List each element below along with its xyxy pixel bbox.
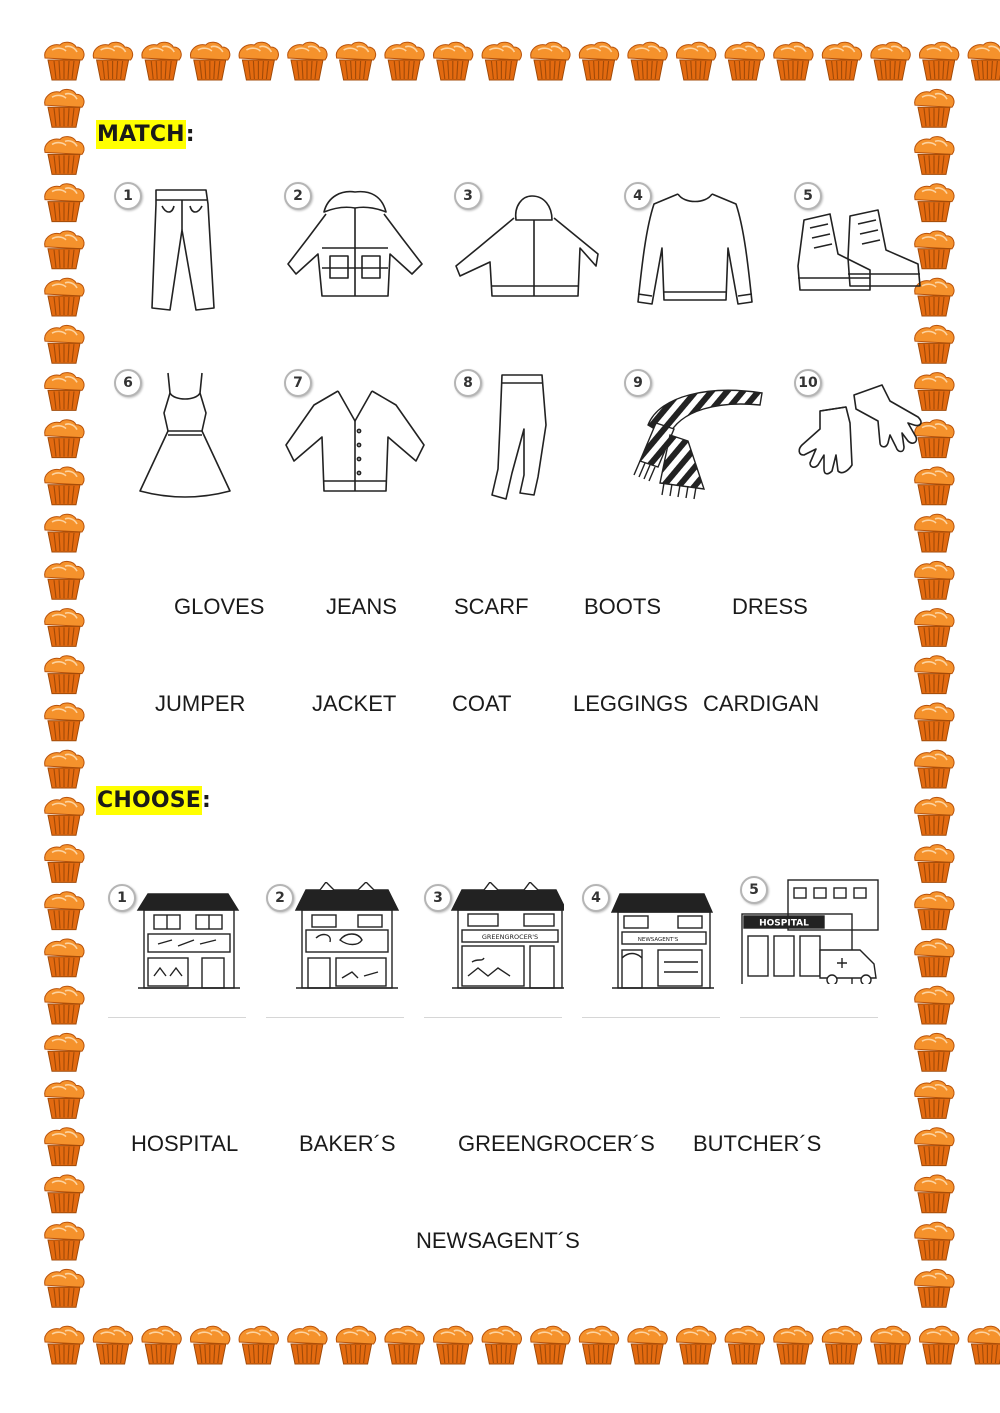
muffin-icon	[336, 42, 375, 80]
muffin-icon	[915, 561, 954, 599]
muffin-icon	[45, 797, 84, 835]
muffin-icon	[288, 42, 327, 80]
muffin-icon	[239, 1326, 278, 1364]
shop-item-1	[108, 882, 248, 1022]
muffin-icon	[915, 1033, 954, 1071]
answer-line[interactable]	[582, 1017, 720, 1018]
muffin-icon	[45, 1222, 84, 1260]
word-jacket[interactable]: JACKET	[312, 691, 397, 716]
clothing-item-3	[450, 178, 600, 318]
choose-heading	[96, 788, 211, 813]
word-leggings[interactable]: LEGGINGS	[573, 691, 688, 716]
muffin-icon	[482, 42, 521, 80]
muffin-icon	[915, 845, 954, 883]
muffin-icon	[915, 1222, 954, 1260]
shop-item-3	[424, 882, 564, 1022]
muffin-icon	[45, 986, 84, 1024]
clothing-item-4	[620, 178, 770, 318]
word-boots[interactable]: BOOTS	[584, 594, 662, 619]
muffin-icon	[915, 1081, 954, 1119]
word-bakers[interactable]: BAKER´S	[299, 1131, 396, 1156]
answer-line[interactable]	[740, 1017, 878, 1018]
muffin-icon	[915, 986, 954, 1024]
muffin-icon	[915, 89, 954, 127]
muffin-icon	[45, 939, 84, 977]
muffin-icon	[628, 1326, 667, 1364]
shop-item-2	[266, 882, 406, 1022]
muffin-icon	[45, 514, 84, 552]
shop-number-badge: 1	[108, 884, 136, 912]
muffin-icon	[45, 750, 84, 788]
clothing-item-10	[790, 365, 940, 505]
muffin-icon	[915, 939, 954, 977]
muffin-icon	[822, 1326, 861, 1364]
item-number-badge: 5	[794, 182, 822, 210]
muffin-icon	[45, 467, 84, 505]
muffin-icon	[45, 703, 84, 741]
muffin-icon	[915, 703, 954, 741]
muffin-icon	[774, 1326, 813, 1364]
muffin-icon	[45, 278, 84, 316]
word-coat[interactable]: COAT	[452, 691, 512, 716]
muffin-icon	[871, 42, 910, 80]
muffin-icon	[45, 1128, 84, 1166]
clothing-item-8	[450, 365, 600, 505]
muffin-icon	[915, 656, 954, 694]
muffin-icon	[142, 1326, 181, 1364]
clothing-item-7	[280, 365, 430, 505]
muffin-icon	[45, 231, 84, 269]
word-cardigan[interactable]: CARDIGAN	[703, 691, 820, 716]
word-butchers[interactable]: BUTCHER´S	[693, 1131, 822, 1156]
muffin-icon	[45, 373, 84, 411]
muffin-icon	[45, 609, 84, 647]
hospital-sign: HOSPITAL	[759, 918, 809, 929]
muffin-icon	[45, 845, 84, 883]
muffin-icon	[915, 750, 954, 788]
shop-number-badge: 2	[266, 884, 294, 912]
muffin-icon	[93, 1326, 132, 1364]
choose-heading-text: CHOOSE	[97, 788, 202, 813]
muffin-icon	[45, 1326, 84, 1364]
muffin-icon	[822, 42, 861, 80]
answer-line[interactable]	[424, 1017, 562, 1018]
muffin-icon	[45, 656, 84, 694]
shop-item-4	[582, 882, 722, 1022]
clothing-item-9	[620, 365, 770, 505]
muffin-icon	[968, 1326, 1000, 1364]
muffin-icon	[45, 1175, 84, 1213]
shop-number-badge: 4	[582, 884, 610, 912]
muffin-icon	[915, 609, 954, 647]
muffin-icon	[93, 42, 132, 80]
shop-item-5	[740, 874, 880, 1014]
item-number-badge: 6	[114, 369, 142, 397]
muffin-icon	[385, 42, 424, 80]
word-jumper[interactable]: JUMPER	[155, 691, 246, 716]
muffin-icon	[676, 1326, 715, 1364]
muffin-icon	[915, 892, 954, 930]
muffin-icon	[915, 325, 954, 363]
muffin-icon	[919, 42, 958, 80]
muffin-icon	[725, 1326, 764, 1364]
muffin-icon	[45, 1269, 84, 1307]
muffin-icon	[45, 184, 84, 222]
clothing-item-1	[110, 178, 260, 318]
muffin-icon	[774, 42, 813, 80]
muffin-icon	[433, 42, 472, 80]
muffin-icon	[968, 42, 1000, 80]
clothing-item-2	[280, 178, 430, 318]
clothing-item-5	[790, 178, 940, 318]
muffin-icon	[915, 514, 954, 552]
match-heading	[96, 122, 195, 147]
muffin-icon	[45, 42, 84, 80]
match-heading-colon: :	[185, 122, 195, 147]
item-number-badge: 9	[624, 369, 652, 397]
muffin-icon	[190, 1326, 229, 1364]
muffin-icon	[915, 1269, 954, 1307]
item-number-badge: 7	[284, 369, 312, 397]
muffin-icon	[190, 42, 229, 80]
muffin-icon	[142, 42, 181, 80]
muffin-icon	[239, 42, 278, 80]
item-number-badge: 4	[624, 182, 652, 210]
answer-line[interactable]	[266, 1017, 404, 1018]
muffin-icon	[45, 137, 84, 175]
item-number-badge: 1	[114, 182, 142, 210]
muffin-icon	[676, 42, 715, 80]
muffin-icon	[45, 1033, 84, 1071]
word-hospital[interactable]: HOSPITAL	[131, 1131, 239, 1156]
muffin-icon	[288, 1326, 327, 1364]
muffin-icon	[45, 325, 84, 363]
muffin-icon	[915, 797, 954, 835]
muffin-icon	[433, 1326, 472, 1364]
muffin-icon	[336, 1326, 375, 1364]
muffin-icon	[579, 1326, 618, 1364]
newsagent-sign: NEWSAGENT'S	[637, 937, 679, 943]
word-scarf[interactable]: SCARF	[454, 594, 529, 619]
muffin-icon	[385, 1326, 424, 1364]
muffin-icon	[45, 561, 84, 599]
muffin-icon	[531, 1326, 570, 1364]
muffin-icon	[915, 1175, 954, 1213]
word-dress[interactable]: DRESS	[732, 594, 808, 619]
item-number-badge: 8	[454, 369, 482, 397]
clothing-item-6	[110, 365, 260, 505]
muffin-icon	[531, 42, 570, 80]
muffin-icon	[579, 42, 618, 80]
muffin-icon	[915, 1128, 954, 1166]
word-greengrocers[interactable]: GREENGROCER´S	[458, 1131, 655, 1156]
item-number-badge: 10	[794, 369, 822, 397]
shop-number-badge: 5	[740, 876, 768, 904]
muffin-icon	[871, 1326, 910, 1364]
muffin-icon	[45, 1081, 84, 1119]
muffin-icon	[919, 1326, 958, 1364]
match-heading-text: MATCH	[97, 122, 185, 147]
word-gloves[interactable]: GLOVES	[174, 594, 265, 619]
muffin-icon	[482, 1326, 521, 1364]
shop-number-badge: 3	[424, 884, 452, 912]
word-jeans[interactable]: JEANS	[326, 594, 397, 619]
muffin-icon	[45, 89, 84, 127]
muffin-icon	[45, 420, 84, 458]
muffin-icon	[725, 42, 764, 80]
item-number-badge: 2	[284, 182, 312, 210]
greengrocer-sign: GREENGROCER'S	[481, 933, 539, 941]
muffin-icon	[45, 892, 84, 930]
answer-line[interactable]	[108, 1017, 246, 1018]
choose-heading-colon: :	[202, 788, 212, 813]
word-newsagents[interactable]: NEWSAGENT´S	[416, 1228, 580, 1253]
muffin-icon	[628, 42, 667, 80]
item-number-badge: 3	[454, 182, 482, 210]
muffin-icon	[915, 137, 954, 175]
